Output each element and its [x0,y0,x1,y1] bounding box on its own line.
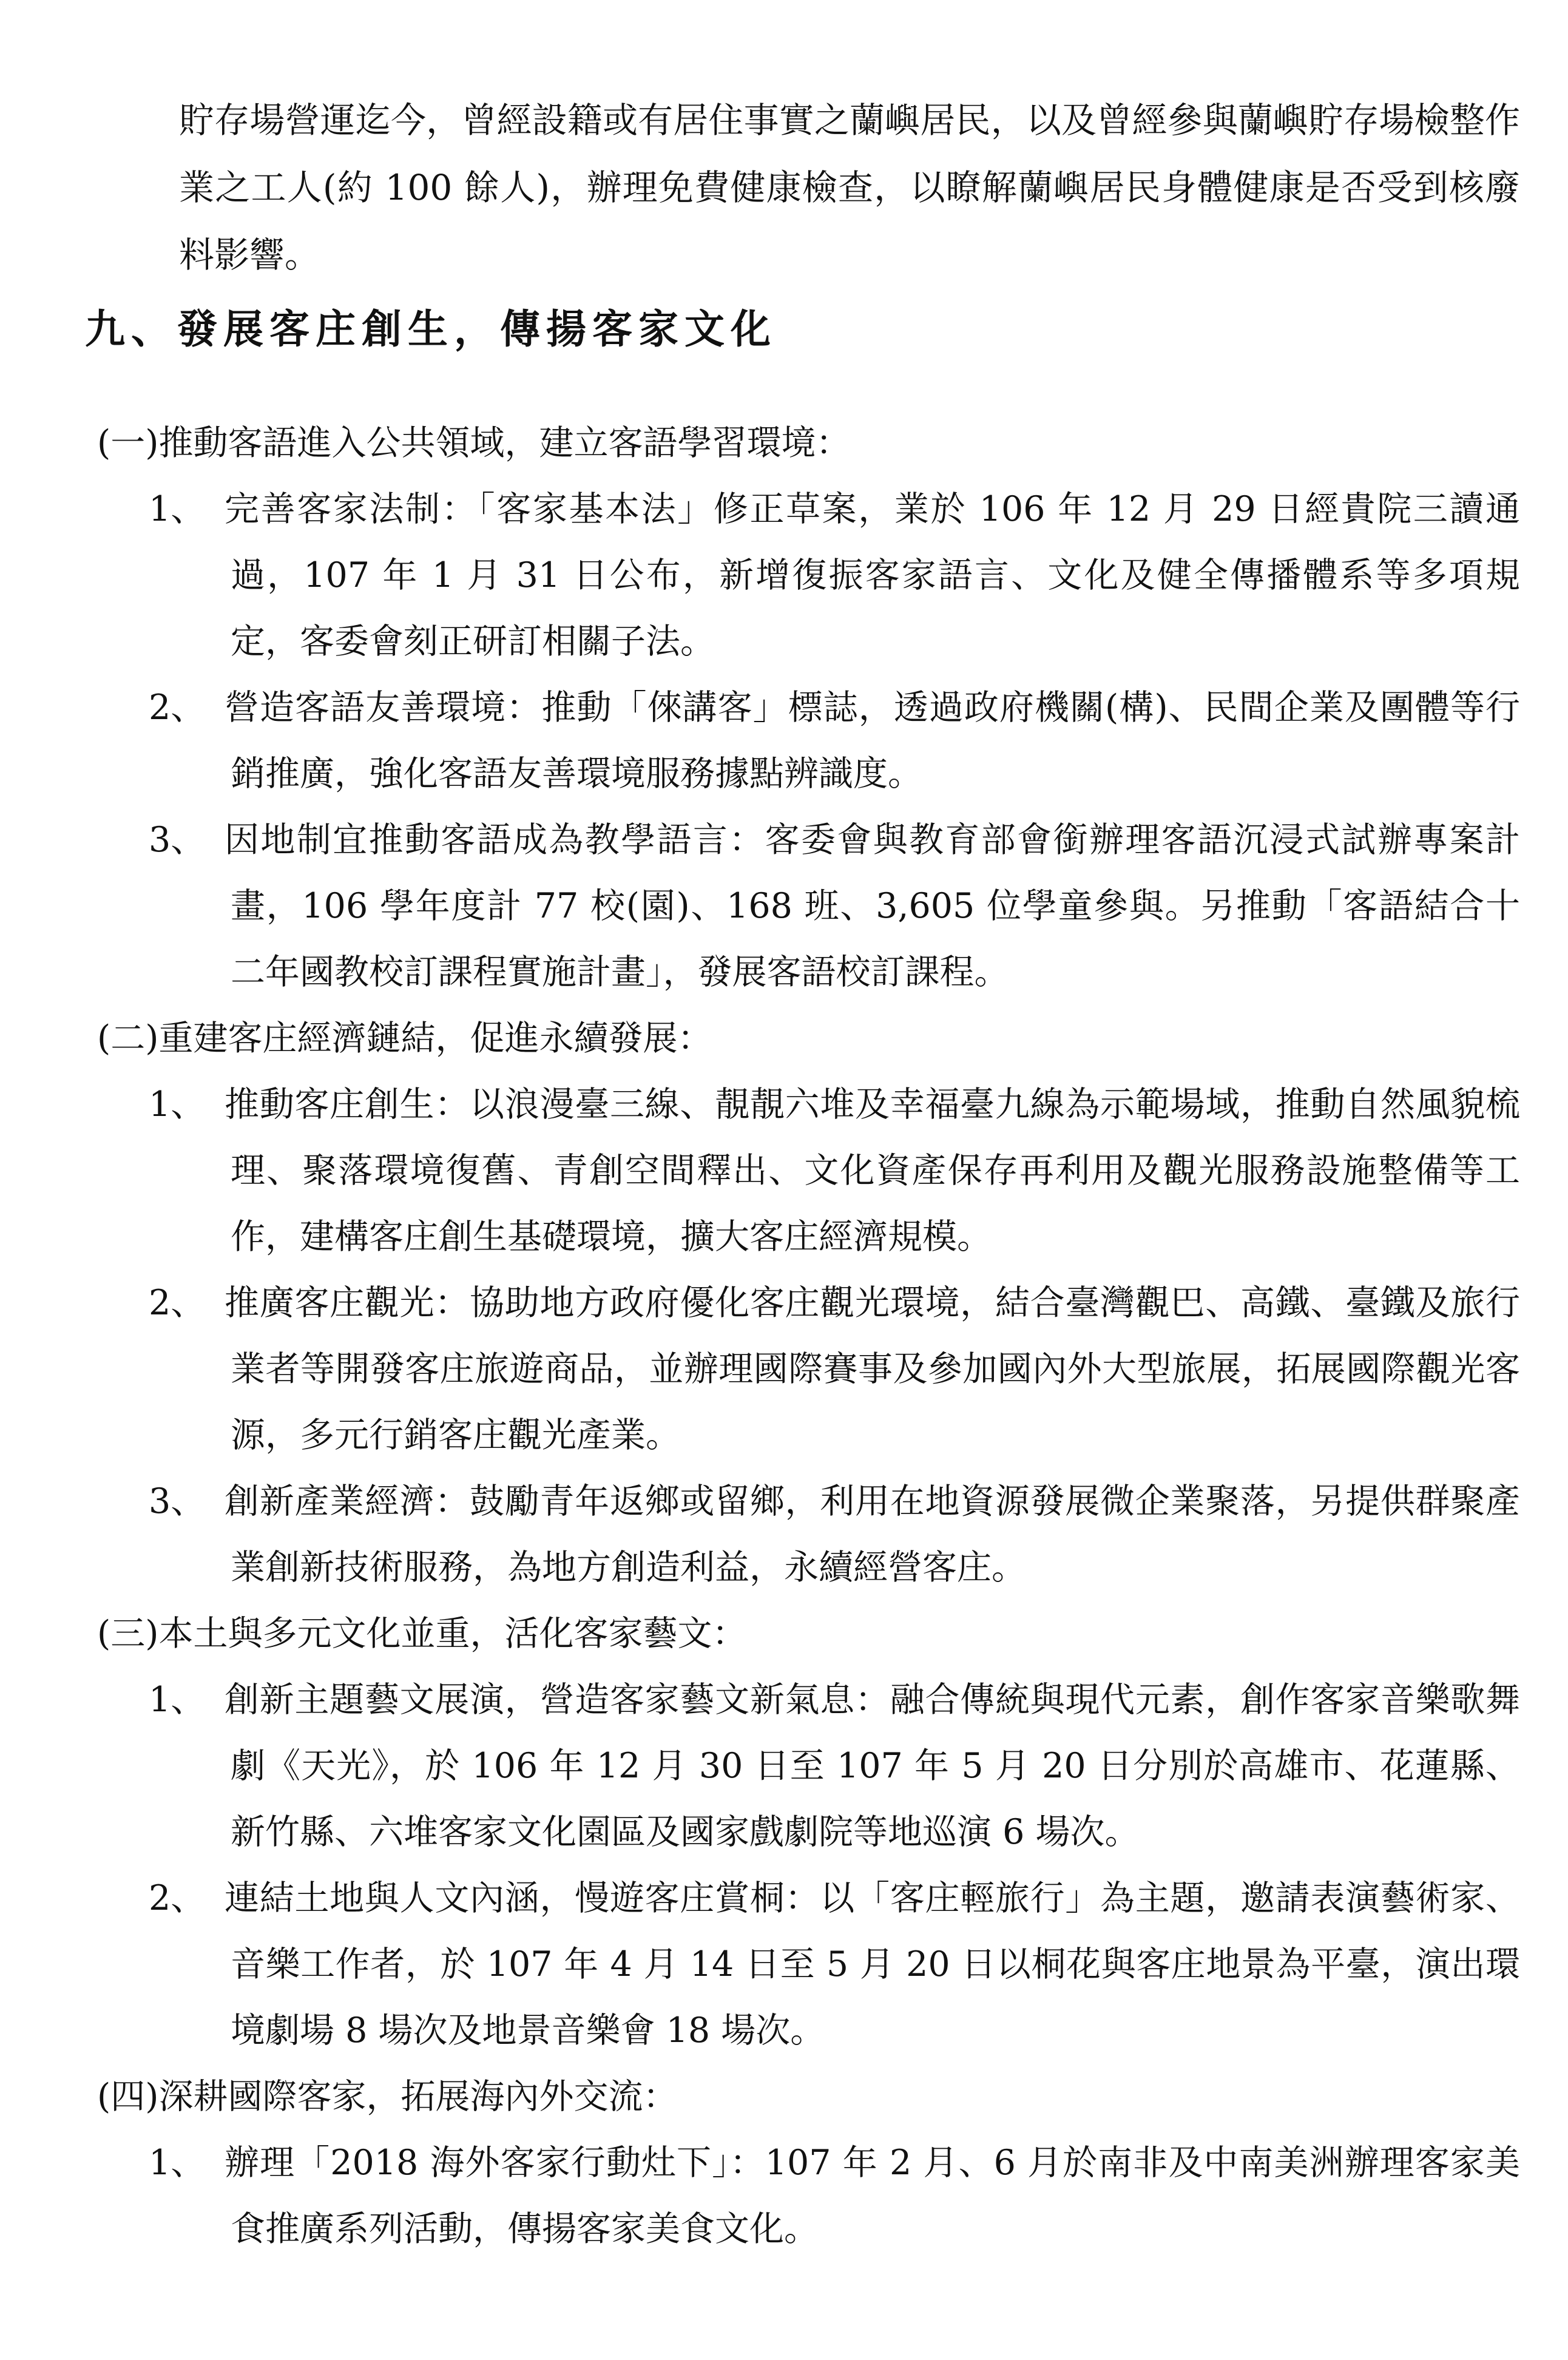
item-number: 3、 [149,820,206,860]
list-item [149,2130,1520,2262]
item-number: 1、 [149,489,206,529]
item-number: 2、 [149,688,206,728]
subsection-2 [0,1006,1568,1601]
section-heading: 九、發展客庄創生，傳揚客家文化 [85,305,777,353]
item-number: 1、 [149,1680,206,1720]
list-item [149,807,1520,1006]
item-text: 辦理「2018 海外客家行動灶下」：107 年 2 月、6 月於南非及中南美洲辦理客家美食推廣系列活動，傳揚客家美食文化。 [225,2143,1520,2249]
list-item [149,1667,1520,1865]
item-text: 創新產業經濟：鼓勵青年返鄉或留鄉，利用在地資源發展微企業聚落，另提供群聚產業創新技術服務，為地方創造利益，永續經營客庄。 [225,1481,1520,1587]
item-text: 連結土地與人文內涵，慢遊客庄賞桐：以「客庄輕旅行」為主題，邀請表演藝術家、音樂工作者，於 107 年 4 月 14 日至 5 月 20 日以桐花與客庄地景為平臺，演出環境劇場 8 場次及地景音樂會 18 場次。 [225,1878,1520,2051]
item-text: 營造客語友善環境：推動「倈講客」標誌，透過政府機關(構)、民間企業及團體等行銷推廣，強化客語友善環境服務據點辨識度。 [225,688,1520,794]
item-text: 創新主題藝文展演，營造客家藝文新氣息：融合傳統與現代元素，創作客家音樂歌舞劇《天光》，於 106 年 12 月 30 日至 107 年 5 月 20 日分別於高雄市、花蓮縣、新竹縣、六堆客家文化園區及國家戲劇院等地巡演 6 場次。 [225,1680,1520,1852]
list-item [149,1865,1520,2064]
item-text: 完善客家法制：「客家基本法」修正草案，業於 106 年 12 月 29 日經貴院三讀通過，107 年 1 月 31 日公布，新增復振客家語言、文化及健全傳播體系等多項規定，客委會刻正研訂相關子法。 [225,489,1520,661]
item-number: 1、 [149,2143,206,2183]
subsection-4 [0,2064,1568,2262]
item-number: 3、 [149,1481,206,1521]
section-body [0,410,1568,2262]
list-item [149,1072,1520,1270]
item-number: 2、 [149,1878,206,1918]
subsection-heading: (四)深耕國際客家，拓展海內外交流： [97,2077,678,2117]
list-item [149,476,1520,675]
subsection-heading: (二)重建客庄經濟鏈結，促進永續發展： [97,1018,712,1058]
item-text: 推廣客庄觀光：協助地方政府優化客庄觀光環境，結合臺灣觀巴、高鐵、臺鐵及旅行業者等開發客庄旅遊商品，並辦理國際賽事及參加國內外大型旅展，拓展國際觀光客源，多元行銷客庄觀光產業。 [225,1283,1520,1455]
list-item [149,675,1520,807]
item-text: 因地制宜推動客語成為教學語言：客委會與教育部會銜辦理客語沉浸式試辦專案計畫，106 學年度計 77 校(園)、168 班、3,605 位學童參與。另推動「客語結合十二年國教校訂課程實施計畫」，發展客語校訂課程。 [225,820,1520,992]
list-item [149,1270,1520,1469]
subsection-heading: (一)推動客語進入公共領域，建立客語學習環境： [97,423,851,463]
item-text: 推動客庄創生：以浪漫臺三線、靚靚六堆及幸福臺九線為示範場域，推動自然風貌梳理、聚落環境復舊、青創空間釋出、文化資產保存再利用及觀光服務設施整備等工作，建構客庄創生基礎環境，擴大客庄經濟規模。 [225,1084,1520,1257]
subsection-1 [0,410,1568,1006]
intro-paragraph: 貯存場營運迄今，曾經設籍或有居住事實之蘭嶼居民，以及曾經參與蘭嶼貯存場檢整作業之工人(約 100 餘人)，辦理免費健康檢查，以瞭解蘭嶼居民身體健康是否受到核廢料影響。 [179,100,1520,276]
item-number: 1、 [149,1084,206,1124]
list-item [149,1469,1520,1601]
subsection-heading: (三)本土與多元文化並重，活化客家藝文： [97,1614,747,1654]
item-number: 2、 [149,1283,206,1323]
subsection-3 [0,1601,1568,2064]
